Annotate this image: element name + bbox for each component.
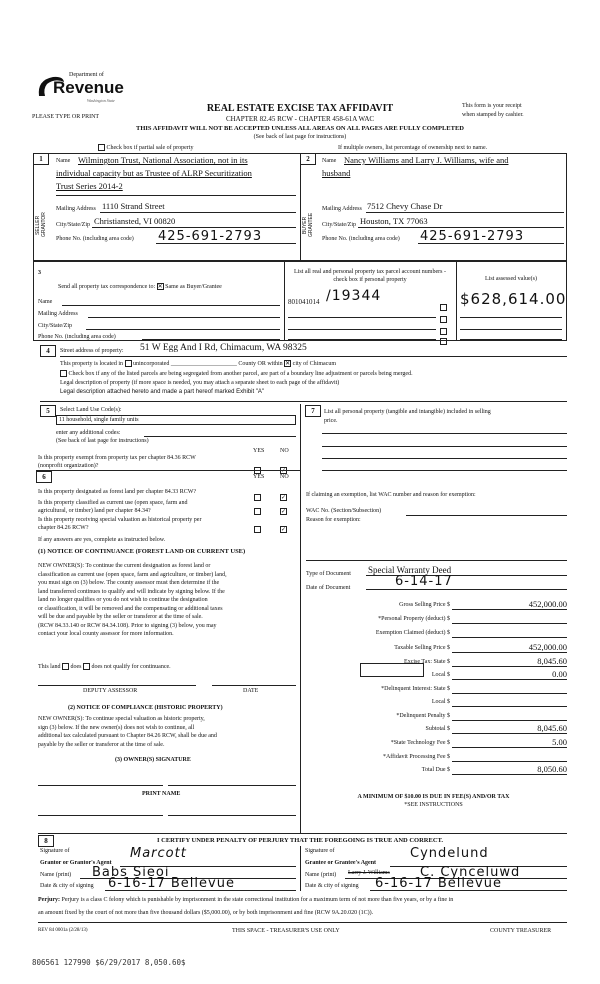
fee-value[interactable]: 452,000.00 bbox=[528, 599, 567, 609]
segregated-checkbox[interactable]: Check box if any of the listed parcels are being segregated from another parcel, are part of a boundary line adjustment or parcels being merged. bbox=[60, 370, 413, 377]
fee-label: Excise Tax: State $ bbox=[404, 659, 450, 665]
document-date[interactable]: 6-14-17 bbox=[395, 574, 453, 589]
grantor-signature[interactable]: Marcott bbox=[130, 846, 187, 861]
dor-logo: Department of Revenue Washington State bbox=[35, 72, 125, 102]
notice-line: land no longer qualifies or you do not wish to continue the designation bbox=[38, 597, 208, 603]
legal-description[interactable]: Legal description attached hereto and made a part hereof marked Exhibit "A" bbox=[60, 389, 265, 395]
forest-no-checkbox[interactable]: ✓ bbox=[281, 493, 287, 501]
notice-line: sign (3) below. If the new owner(s) does not wish to continue, all bbox=[38, 724, 195, 731]
same-as-buyer-checkbox[interactable]: Send all property tax correspondence to: ✕ Same as Buyer/Grantee bbox=[58, 283, 222, 290]
buyer-name[interactable]: Nancy Williams and Larry J. Williams, wife and bbox=[344, 155, 509, 165]
form-chapter: CHAPTER 82.45 RCW - CHAPTER 458-61A WAC bbox=[225, 115, 375, 123]
grantee-name[interactable]: C. Cynceluwd bbox=[420, 865, 521, 880]
fee-label: Total Due $ bbox=[421, 767, 450, 773]
grantee-date-city[interactable]: 6-16-17 Bellevue bbox=[375, 876, 502, 891]
partial-sale-checkbox[interactable]: Check box if partial sale of property bbox=[98, 144, 193, 151]
fee-value[interactable]: 8,050.60 bbox=[537, 764, 567, 774]
within-city-checkbox[interactable]: ✕ bbox=[285, 360, 291, 367]
fee-label: *Personal Property (deduct) $ bbox=[378, 616, 450, 622]
seller-city[interactable]: Christiansted, VI 00820 bbox=[94, 216, 176, 226]
fee-label: Taxable Selling Price $ bbox=[394, 645, 450, 651]
assessed-value[interactable]: $628,614.00 bbox=[460, 290, 567, 308]
fee-label: Local $ bbox=[431, 672, 450, 678]
form-title: REAL ESTATE EXCISE TAX AFFIDAVIT bbox=[206, 103, 394, 114]
fee-label: Exemption Claimed (deduct) $ bbox=[375, 630, 450, 636]
current-use-yes-checkbox[interactable] bbox=[254, 502, 261, 520]
seller-mailing-address[interactable]: 1110 Strand Street bbox=[102, 201, 165, 211]
cashier-stamp: 806561 127990 $6/29/2017 8,050.60$ bbox=[32, 958, 186, 967]
exempt-no-checkbox[interactable]: ✓ bbox=[281, 466, 287, 474]
grantor-date-city[interactable]: 6-16-17 Bellevue bbox=[108, 876, 235, 891]
personal-property-checkbox[interactable] bbox=[440, 332, 447, 350]
notice-line: you must sign on (3) below. The county assessor must then determine if the bbox=[38, 580, 220, 586]
buyer-city[interactable]: Houston, TX 77063 bbox=[360, 216, 428, 226]
notice-line: land transferred continues to qualify and will indicate by signing below. If the bbox=[38, 588, 225, 595]
fee-value[interactable]: 8,045.60 bbox=[537, 656, 567, 666]
buyer-phone[interactable]: 425-691-2793 bbox=[420, 229, 525, 244]
unincorporated-checkbox[interactable] bbox=[125, 360, 132, 367]
notice-line: NEW OWNER(S): To continue the current designation as forest land or bbox=[38, 563, 211, 569]
fee-label: Local $ bbox=[431, 699, 450, 705]
seller-phone[interactable]: 425-691-2793 bbox=[158, 229, 263, 244]
land-use-code-field[interactable]: 11 household, single family units bbox=[56, 415, 296, 425]
notice-line: NEW OWNER(S): To continue special valuation as historic property, bbox=[38, 716, 205, 722]
grantor-name[interactable]: Babs Sieoi bbox=[92, 865, 170, 880]
fee-value[interactable]: 0.00 bbox=[552, 669, 567, 679]
document-type[interactable]: Special Warranty Deed bbox=[368, 565, 452, 575]
does-checkbox[interactable] bbox=[62, 663, 69, 670]
fee-value[interactable]: 5.00 bbox=[552, 737, 567, 747]
fee-value[interactable]: 8,045.60 bbox=[537, 723, 567, 733]
notice-line: payable by the seller or transferor at the time of sale. bbox=[38, 741, 165, 748]
fee-value[interactable]: 452,000.00 bbox=[528, 642, 567, 652]
does-not-checkbox[interactable] bbox=[83, 663, 90, 670]
buyer-mailing-address[interactable]: 7512 Chevy Chase Dr bbox=[367, 201, 443, 211]
notice-line: or classification, it will be removed and the compensating or additional taxes bbox=[38, 605, 223, 612]
notice-line: classification as current use (open space, farm and agriculture, or timber) land, bbox=[38, 571, 227, 578]
fee-label: *Affidavit Processing Fee $ bbox=[382, 754, 450, 760]
fee-label: Subtotal $ bbox=[425, 726, 450, 732]
notice-line: (RCW 84.33.140 or RCW 84.34.108). Prior to signing (3) below, you may bbox=[38, 622, 217, 629]
current-use-no-checkbox[interactable]: ✓ bbox=[281, 507, 287, 515]
warning: THIS AFFIDAVIT WILL NOT BE ACCEPTED UNLESS ALL AREAS ON ALL PAGES ARE FULLY COMPLETED bbox=[136, 125, 464, 132]
historic-yes-checkbox[interactable] bbox=[254, 520, 261, 538]
notice-line: additional tax calculated pursuant to Chapter 84.26 RCW, shall be due and bbox=[38, 733, 217, 739]
fee-label: *Delinquent Interest: State $ bbox=[381, 686, 450, 692]
local-code-box[interactable] bbox=[360, 663, 424, 677]
notice-line: will be due and payable by the seller or transferor at the time of sale. bbox=[38, 614, 203, 620]
historic-no-checkbox[interactable]: ✓ bbox=[281, 525, 287, 533]
seller-name[interactable]: Wilmington Trust, National Association, not in its bbox=[78, 155, 248, 165]
notice-compliance-text bbox=[38, 715, 217, 749]
parcel-number[interactable]: 801041014 bbox=[288, 298, 320, 306]
notice-line: contact your local county assessor for more information. bbox=[38, 631, 174, 637]
grantee-signature[interactable]: Cyndelund bbox=[410, 846, 489, 861]
fee-label: Gross Selling Price $ bbox=[399, 602, 450, 608]
fee-label: *Delinquent Penalty $ bbox=[396, 713, 450, 719]
notice-continuance-text bbox=[38, 562, 227, 639]
fee-label: *State Technology Fee $ bbox=[390, 740, 450, 746]
property-street-address[interactable]: 51 W Egg And I Rd, Chimacum, WA 98325 bbox=[140, 343, 307, 353]
type-or-print: PLEASE TYPE OR PRINT bbox=[32, 114, 100, 120]
